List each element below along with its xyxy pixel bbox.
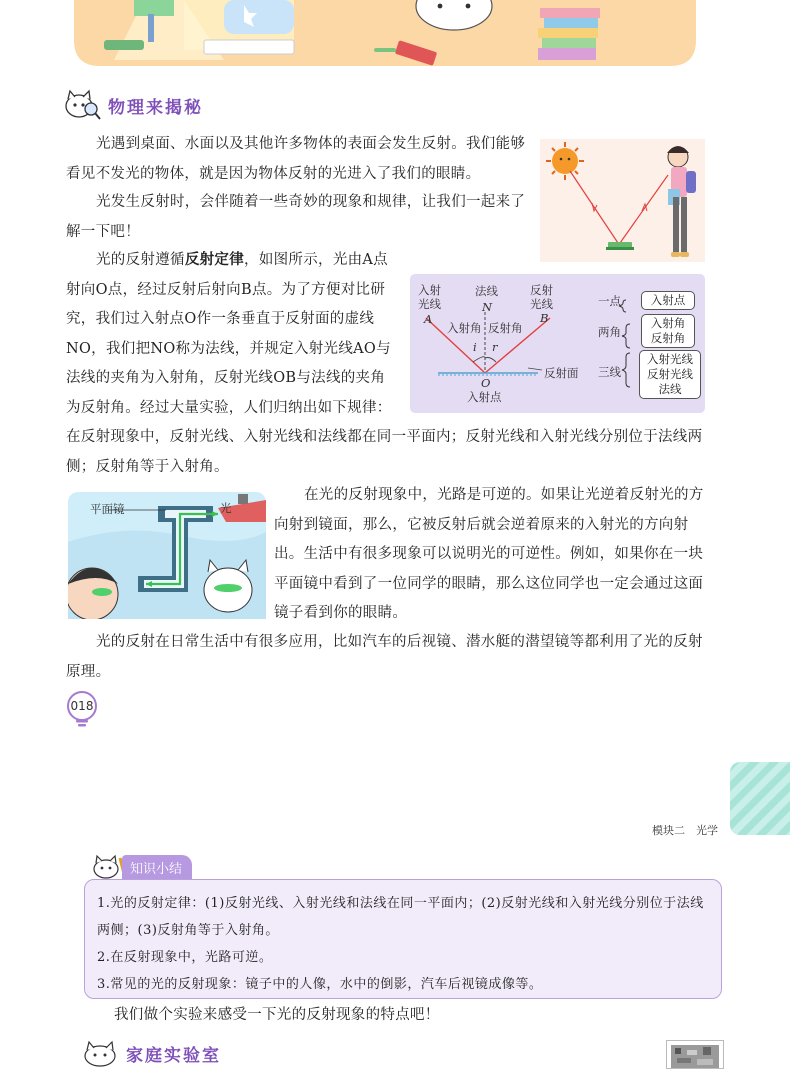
page-number-badge <box>66 690 98 728</box>
section-title: 物理来揭秘 <box>108 97 203 118</box>
summary-title-tab <box>92 854 202 880</box>
paragraph-1: 光遇到桌面、水面以及其他许多物体的表面会发生反射。我们能够看见不发光的物体，就是因为物体反射的光进入了我们的眼睛。 <box>66 136 526 182</box>
box-one-point <box>641 291 695 310</box>
summary-title: 知识小结 <box>122 855 192 880</box>
summary-item: 1.光的反射定律：(1)反射光线、入射光线和法线在同一平面内；(2)反射光线和入射光线分别位于法线两侧；(3)反射角等于入射角。 <box>97 896 704 938</box>
cat-lab-icon <box>82 1040 122 1067</box>
box-three-lines-item: 反射光线 <box>647 367 693 381</box>
label-incident-point: 入射点 <box>467 390 502 404</box>
label-normal: 法线 <box>475 284 498 298</box>
label-mirror: 平面镜 <box>90 502 125 516</box>
section-heading <box>64 89 203 121</box>
paragraph-4: 在光的反射现象中，光路是可逆的。如果让光逆着反射光的方向射到镜面，那么，它被反射后就会逆着原来的入射光的方向射出。生活中有很多现象可以说明光的可逆性。例如，如果你在一块平面镜中看到了一位同学的眼睛，那么这位同学也一定会通过这面镜子看到你的眼睛。 <box>274 487 704 621</box>
box-three-lines-item: 法线 <box>658 382 682 396</box>
reflection-law-term: 反射定律 <box>184 252 245 268</box>
box-one-point-item: 入射点 <box>650 293 686 307</box>
experiment-heading <box>82 1040 221 1067</box>
box-three-lines <box>639 350 701 399</box>
cat-magnifier-icon <box>64 89 102 121</box>
periscope-illustration <box>68 492 266 619</box>
box-two-angles-item: 入射角 <box>650 316 686 330</box>
box-two-angles-item: 反射角 <box>650 331 686 345</box>
running-header: 模块二 光学 <box>652 824 718 837</box>
label-one-point: 一点 <box>598 294 621 308</box>
summary-box <box>84 879 722 999</box>
box-three-lines-item: 入射光线 <box>647 352 693 366</box>
label-incident-angle: 入射角 <box>447 321 482 335</box>
reflection-law-diagram <box>410 274 705 413</box>
label-incident-ray: 入射 光线 <box>418 283 441 311</box>
experiment-intro: 我们做个实验来感受一下光的反射现象的特点吧！ <box>114 1007 440 1023</box>
cat-pencil-icon <box>92 854 126 880</box>
paragraph-5: 光的反射在日常生活中有很多应用，比如汽车的后视镜、潜水艇的潜望镜等都利用了光的反射原理。 <box>66 634 703 680</box>
reflection-illustration <box>540 139 705 262</box>
paragraph-3-before: 光的反射遵循 <box>96 252 185 268</box>
summary-item: 3.常见的光的反射现象：镜子中的人像，水中的倒影，汽车后视镜成像等。 <box>97 977 543 992</box>
label-point-o: O <box>481 376 491 390</box>
label-angle-r: r <box>492 340 498 354</box>
box-two-angles <box>641 314 695 348</box>
top-illustration <box>74 0 696 66</box>
page-number: 018 <box>70 699 94 713</box>
label-three-lines: 三线 <box>598 365 621 379</box>
label-surface: 反射面 <box>544 366 579 380</box>
label-point-n: N <box>482 300 493 314</box>
label-point-b: B <box>540 311 549 325</box>
qr-code <box>666 1040 724 1069</box>
label-two-angles: 两角 <box>598 325 621 339</box>
label-reflected-ray: 反射 光线 <box>530 283 553 311</box>
experiment-title: 家庭实验室 <box>126 1046 221 1066</box>
side-tab <box>730 762 790 835</box>
paragraph-2: 光发生反射时，会伴随着一些奇妙的现象和规律，让我们一起来了解一下吧！ <box>66 194 526 240</box>
label-reflected-angle: 反射角 <box>488 321 523 335</box>
paragraph-3-after: ，如图所示，光由A点射向O点，经过反射后射向B点。为了方便对比研究，我们过入射点O作一条垂直于反射面的虚线NO，我们把NO称为法线，并规定入射光线AO与法线的夹角为入射角，反射光线OB与法线的夹角为反射角。经过大量实验，人们归纳出如下规律：在反射现象中，反射光线、入射光线和法线都在同一平面内；反射光线和入射光线分别位于法线两侧；反射角等于入射角。 <box>66 252 703 475</box>
label-light: 光 <box>220 501 232 515</box>
label-angle-i: i <box>473 340 477 354</box>
summary-item: 2.在反射现象中，光路可逆。 <box>97 950 273 965</box>
label-point-a: A <box>424 312 433 326</box>
